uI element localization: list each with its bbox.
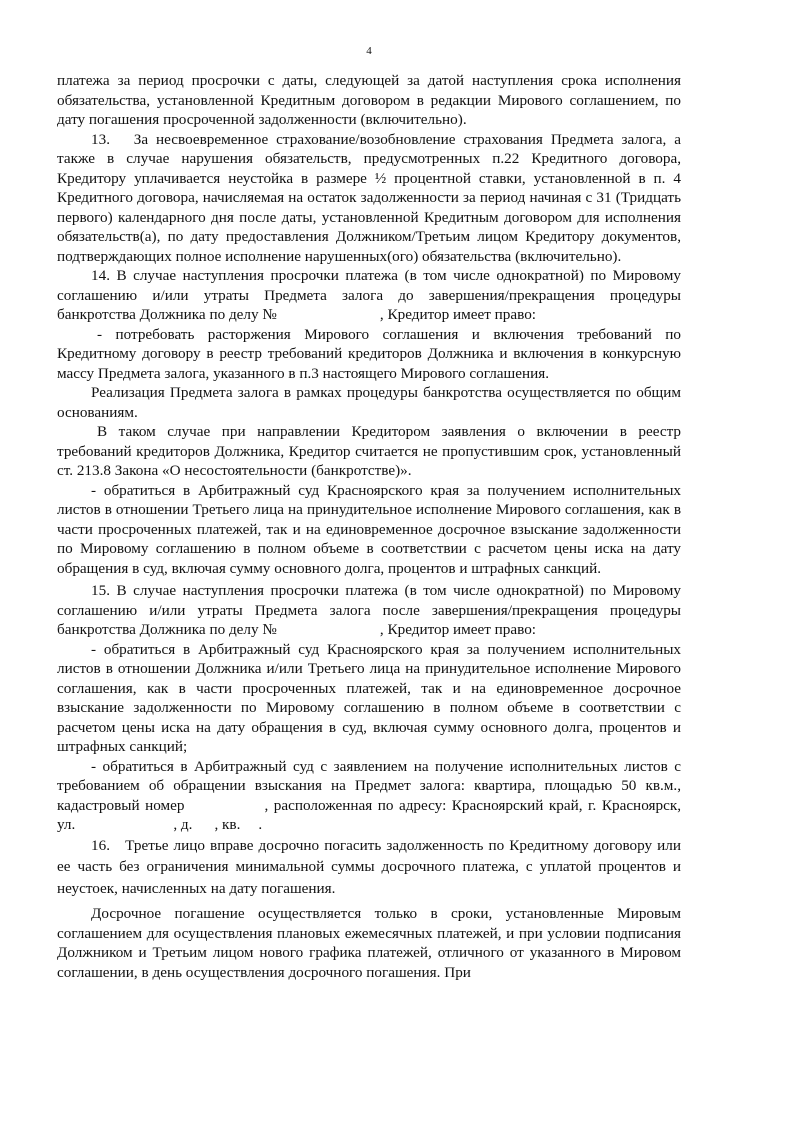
- clause-14-option-court: - обратиться в Арбитражный суд Красноярского края за получением исполнительных листов в отношении Третьего лица на принудительное исполнение Мирового соглашения, как в части просроченных платежей, так и на единовременное досрочное взыскание задолженности по Мировому соглашению в полном объеме в соответствии с расчетом цены иска на дату обращения в суд, включая сумму основного долга, процентов и штрафных санкций.: [57, 481, 681, 577]
- clause-13: 13. За несвоевременное страхование/возобновление страхования Предмета залога, а также в случае нарушения обязательств, предусмотренных п.22 Кредитного договора, Кредитору уплачивается неустойка в размере ½ процентной ставки, установленной в п. 4 Кредитного договора, начисляемая на остаток задолженности за период начиная с 31 (Тридцать первого) календарного дня после даты, установленной Кредитным договором для исполнения обязательств(а), по дату предоставления Должником/Третьим лицом Кредитору документов, подтверждающих полное исполнение нарушенных(ого) обязательства (включительно).: [57, 130, 681, 265]
- clause-14-register: В таком случае при направлении Кредитором заявления о включении в реестр требований кредиторов Должника, Кредитор считается не пропустившим срок, установленный ст. 213.8 Закона «О несостоятельности (банкротстве)».: [57, 423, 681, 479]
- apartment-label: , кв.: [214, 816, 241, 833]
- clause-16: 16. Третье лицо вправе досрочно погасить задолженность по Кредитному договору или ее часть без ограничения минимальной суммы досрочного платежа, с уплатой процентов и неустоек, начисленных на дату погашения.: [57, 836, 681, 897]
- document-page: [57, 44, 681, 982]
- house-label: , д.: [173, 816, 193, 833]
- clause-15-collateral-text: - обратиться в Арбитражный суд с заявлением на получение исполнительных листов с требованием об обращении взыскания на Предмет залога: квартира, площадью 50 кв.м., кадастровый номер: [57, 757, 681, 814]
- clause-14-tail: , Кредитор имеет право:: [379, 306, 537, 323]
- clause-15-address-text: , расположенная по адресу: Красноярский край, г. Красноярск, ул.: [57, 796, 681, 833]
- clause-16-early-repayment: Досрочное погашение осуществляется только в сроки, установленные Мировым соглашением для осуществления плановых ежемесячных платежей, и при условии подписания Должником и Третьим лицом нового графика платежей, отличного от указанного в Мировом соглашении, в день осуществления досрочного погашения. При: [57, 905, 681, 981]
- clause-15: [57, 581, 681, 640]
- clause-15-option-collateral: [57, 757, 681, 835]
- clause-14-realization: Реализация Предмета залога в рамках процедуры банкротства осуществляется по общим основаниям.: [57, 384, 681, 421]
- paragraph-continuation: платежа за период просрочки с даты, следующей за датой наступления срока исполнения обязательства, установленной Кредитным договором в редакции Мирового соглашением, по дату погашения просроченной задолженности (включительно).: [57, 72, 681, 128]
- clause-14-text: 14. В случае наступления просрочки платежа (в том числе однократной) по Мировому соглашению и/или утраты Предмета залога до завершения/прекращения процедуры банкротства Должника по делу №: [57, 267, 681, 323]
- page-number: 4: [366, 45, 372, 57]
- address-end: .: [258, 816, 263, 833]
- clause-14: [57, 266, 681, 325]
- clause-15-tail: , Кредитор имеет право:: [379, 621, 537, 638]
- clause-15-option-court: - обратиться в Арбитражный суд Красноярского края за получением исполнительных листов в отношении Должника и/или Третьего лица на принудительное исполнение Мирового соглашения, как в части просроченных платежей, так и на единовременное досрочное взыскание задолженности по Мировому соглашению в полном объеме в соответствии с расчетом цены иска на дату обращения в суд, включая сумму основного долга, процентов и штрафных санкций;: [57, 640, 681, 755]
- clause-15-text: 15. В случае наступления просрочки платежа (в том числе однократной) по Мировому соглашению и/или утраты Предмета залога после завершения/прекращения процедуры банкротства Должника по делу №: [57, 582, 681, 638]
- clause-14-option-terminate: - потребовать расторжения Мирового соглашения и включения требований по Кредитному договору в реестр требований кредиторов Должника и включения в конкурсную массу Предмета залога, указанного в п.3 настоящего Мирового соглашения.: [57, 325, 681, 382]
